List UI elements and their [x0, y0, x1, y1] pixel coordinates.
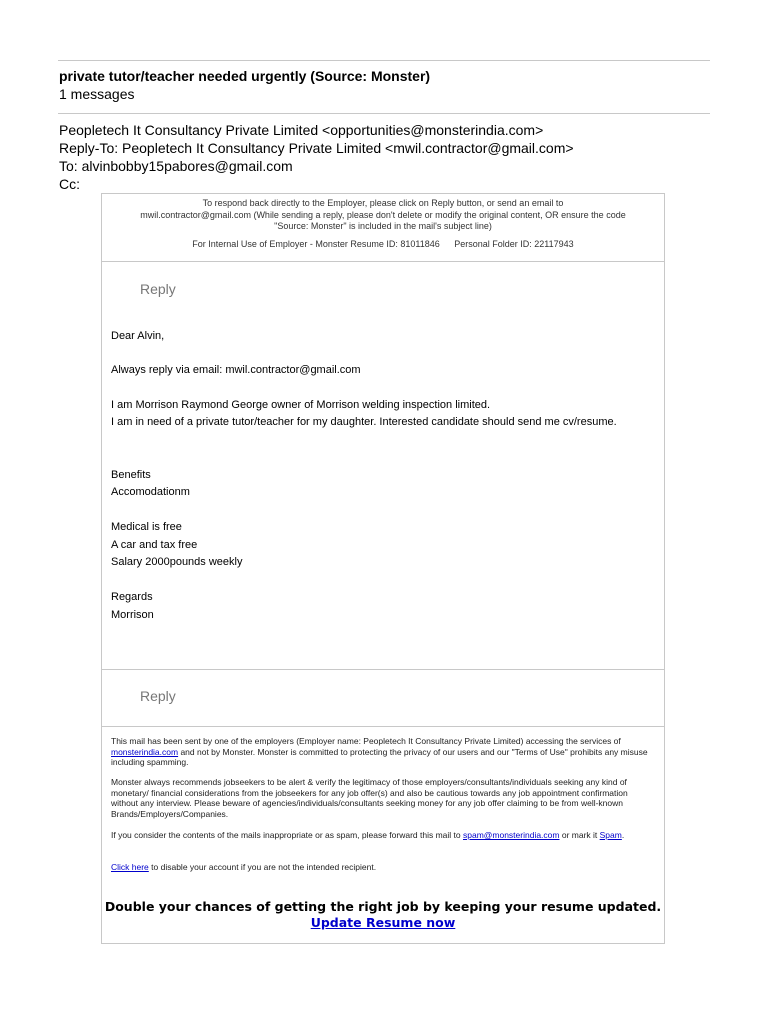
email-subject: private tutor/teacher needed urgently (Source: Monster) [59, 68, 431, 84]
footer-privacy-text-2: and not by Monster. Monster is committed to protecting the privacy of our users and our "Terms of Use" prohibits any misuse including spamming. [111, 746, 648, 767]
cc-line: Cc: [59, 176, 80, 192]
benefit-salary: Salary 2000pounds weekly [111, 556, 243, 568]
footer-disable-text: to disable your account if you are not the intended recipient. [148, 862, 377, 872]
message-body-box [101, 261, 665, 670]
signature: Morrison [111, 609, 154, 621]
footer-spam-text: If you consider the contents of the mails inappropriate or as spam, please forward this mail to [111, 830, 463, 840]
to-line: To: alvinbobby15pabores@gmail.com [59, 158, 293, 174]
mark-spam-link[interactable]: Spam [599, 830, 622, 840]
footer-spam-text-2: or mark it [559, 830, 600, 840]
greeting: Dear Alvin, [111, 330, 165, 342]
footer-privacy-text: This mail has been sent by one of the employers (Employer name: Peopletech It Consultancy Private Limited) accessing the services of [111, 736, 621, 746]
header-divider [58, 113, 710, 114]
top-divider [58, 60, 710, 61]
notice-ids [102, 239, 664, 251]
footer-warning: Monster always recommends jobseekers to be alert & verify the legitimacy of those employers/consultants/individuals seeking any kind of monetary/ financial considerations from the jobseekers for any job offer(s) and also be cautious towards any job appointment confirmation without any interview. Please beware of agencies/individuals/consultants seeking money for any job offer claiming to be from well-known Brands/Employers/Companies. [111, 777, 628, 819]
reply-button-top[interactable]: Reply [140, 281, 176, 297]
reply-button-bottom[interactable]: Reply [140, 688, 176, 704]
notice-line-1: To respond back directly to the Employer, please click on Reply button, or send an email to [202, 198, 564, 208]
footer-disable [111, 862, 656, 873]
benefit-medical: Medical is free [111, 521, 182, 533]
update-resume-link[interactable]: Update Resume now [310, 915, 456, 930]
folder-id: Personal Folder ID: 22117943 [454, 238, 574, 249]
notice-line-3: "Source: Monster" is included in the mail's subject line) [274, 221, 492, 231]
click-here-link[interactable]: Click here [111, 862, 149, 872]
footer-spam-end: . [621, 830, 625, 840]
benefit-car: A car and tax free [111, 539, 198, 551]
monsterindia-link[interactable]: monsterindia.com [111, 746, 179, 757]
promo-headline: Double your chances of getting the right job by keeping your resume updated. [104, 899, 662, 914]
always-reply-line: Always reply via email: mwil.contractor@gmail.com [111, 364, 361, 376]
from-line: Peopletech It Consultancy Private Limited <opportunities@monsterindia.com> [59, 122, 544, 138]
footer-spam [111, 830, 656, 841]
intro-line-2: I am in need of a private tutor/teacher for my daughter. Interested candidate should send me cv/resume. [111, 416, 617, 428]
notice-line-2: mwil.contractor@gmail.com (While sending a reply, please don't delete or modify the original content, OR ensure the code [140, 209, 626, 220]
spam-email-link[interactable]: spam@monsterindia.com [462, 830, 560, 840]
employer-notice [101, 193, 665, 262]
reply-to-line: Reply-To: Peopletech It Consultancy Private Limited <mwil.contractor@gmail.com> [59, 140, 574, 156]
regards: Regards [111, 591, 153, 603]
benefits-heading: Benefits [111, 469, 151, 481]
reply-box-bottom [101, 669, 665, 727]
footer-privacy [111, 736, 656, 768]
benefit-accommodation: Accomodationm [111, 486, 190, 498]
resume-id: For Internal Use of Employer - Monster Resume ID: 81011846 [192, 238, 440, 249]
intro-line-1: I am Morrison Raymond George owner of Morrison welding inspection limited. [111, 399, 491, 411]
message-count: 1 messages [59, 86, 135, 102]
